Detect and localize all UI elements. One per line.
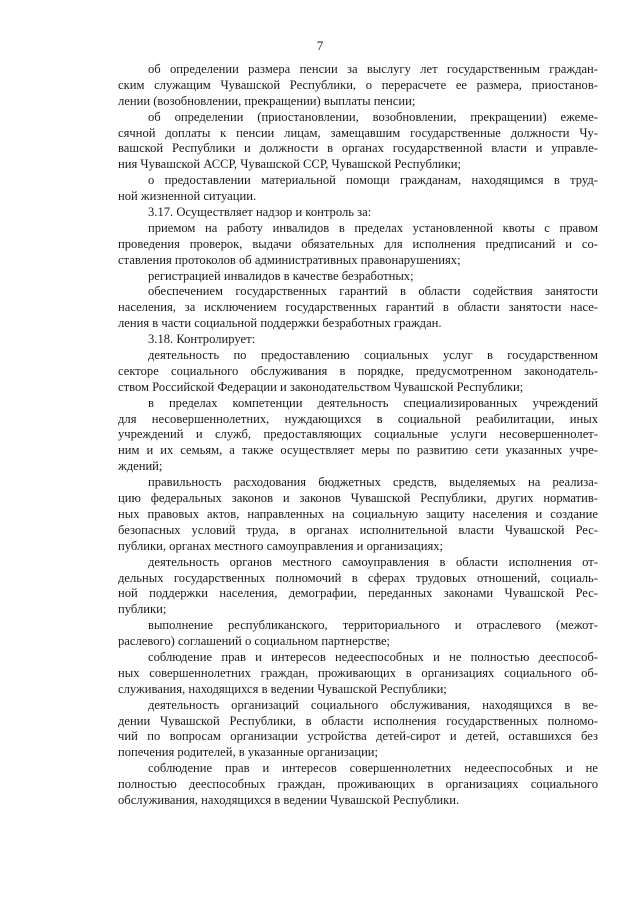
paragraph (118, 348, 598, 396)
text-line: лении (возобновлении, прекращении) выплаты пенсии; (118, 93, 416, 108)
paragraph (118, 173, 598, 205)
text-line: ним и их семьям, а также осуществляет меры по развитию сети указанных учре- (118, 443, 598, 458)
text-line: выполнение республиканского, территориального и отраслевого (межот- (148, 618, 598, 633)
paragraph (118, 475, 598, 554)
text-line: ной поддержки населения, демографии, переданных законами Чувашской Рес- (118, 586, 598, 601)
text-line: учреждений и служб, предоставляющих социальные услуги несовершеннолет- (118, 427, 598, 442)
text-line: публики; (118, 602, 167, 617)
text-line: ждений; (118, 459, 163, 474)
paragraph (118, 332, 598, 348)
text-line: обеспечением государственных гарантий в области содействия занятости (148, 284, 598, 299)
text-line: для несовершеннолетних, нуждающихся в социальной реабилитации, иных (118, 411, 598, 426)
paragraph (118, 555, 598, 619)
text-line: сячной доплаты к пенсии лицам, замещавшим государственные должности Чу- (118, 125, 598, 140)
paragraph (118, 761, 598, 809)
text-line: деятельность органов местного самоуправления в области исполнения от- (148, 554, 598, 569)
paragraph (118, 269, 598, 285)
text-line: вашской Республики и должности в органах государственной власти и управле- (118, 141, 598, 156)
text-line: безопасных условий труда, в органах исполнительной власти Чувашской Рес- (118, 522, 598, 537)
document-body (118, 62, 598, 809)
paragraph (118, 698, 598, 762)
text-line: обслуживания, находящихся в ведении Чувашской Республики. (118, 792, 460, 807)
text-line: цию федеральных законов и законов Чувашской Республики, других норматив- (118, 491, 598, 506)
text-line: дельных государственных полномочий в сферах трудовых отношений, социаль- (118, 570, 598, 585)
paragraph (118, 62, 598, 110)
text-line: ления в части социальной поддержки безработных граждан. (118, 316, 442, 331)
paragraph (118, 284, 598, 332)
text-line: соблюдение прав и интересов недееспособных и не полностью дееспособ- (148, 649, 598, 664)
text-line: ных совершеннолетних граждан, проживающих в организациях социального об- (118, 665, 598, 680)
text-line: об определении (приостановлении, возобновлении, прекращении) ежеме- (148, 109, 598, 124)
text-line: полностью дееспособных граждан, проживающих в организациях социального (118, 777, 598, 792)
page-number: 7 (316, 38, 324, 53)
text-line: секторе социального обслуживания в порядке, предусмотренном законодатель- (118, 363, 598, 378)
paragraph (118, 110, 598, 174)
text-line: приемом на работу инвалидов в пределах установленной квоты с правом (148, 220, 598, 235)
text-line: публики, органах местного самоуправления и организациях; (118, 538, 444, 553)
text-line: дении Чувашской Республики, в области исполнения государственных полномо- (118, 713, 598, 728)
text-line: попечения родителей, в указанные организации; (118, 745, 379, 760)
text-line: в пределах компетенции деятельность специализированных учреждений (148, 395, 598, 410)
text-line: деятельность по предоставлению социальных услуг в государственном (148, 348, 598, 363)
text-line: ных правовых актов, направленных на социальную защиту населения и создание (118, 506, 598, 521)
text-line: соблюдение прав и интересов совершеннолетних недееспособных и не (148, 761, 598, 776)
text-line: о предоставлении материальной помощи гражданам, находящимся в труд- (148, 173, 598, 188)
paragraph (118, 650, 598, 698)
text-line: ния Чувашской АССР, Чувашской ССР, Чувашской Республики; (118, 157, 462, 172)
paragraph (118, 396, 598, 475)
paragraph (118, 205, 598, 221)
text-line: деятельность организаций социального обслуживания, находящихся в ве- (148, 697, 598, 712)
text-line: 3.17. Осуществляет надзор и контроль за: (148, 205, 372, 220)
paragraph (118, 221, 598, 269)
paragraph (118, 618, 598, 650)
text-line: чий по вопросам организации устройства детей-сирот и детей, оставшихся без (118, 729, 598, 744)
text-line: ским служащим Чувашской Республики, о перерасчете ее размера, приостанов- (118, 77, 598, 92)
text-line: правильность расходования бюджетных средств, выделяемых на реализа- (148, 475, 598, 490)
text-line: населения, за исключением государственных гарантий в области занятости насе- (118, 300, 598, 315)
text-line: ставления протоколов об административных правонарушениях; (118, 252, 461, 267)
text-line: проведения проверок, выдачи обязательных для исполнения предписаний и со- (118, 236, 598, 251)
text-line: ством Российской Федерации и законодательством Чувашской Республики; (118, 379, 524, 394)
text-line: служивания, находящихся в ведении Чувашской Республики; (118, 681, 447, 696)
text-line: 3.18. Контролирует: (148, 332, 256, 347)
text-line: регистрацией инвалидов в качестве безработных; (148, 268, 414, 283)
text-line: ной жизненной ситуации. (118, 189, 257, 204)
text-line: раслевого) соглашений о социальном партнерстве; (118, 634, 391, 649)
text-line: об определении размера пенсии за выслугу лет государственным граждан- (148, 62, 598, 76)
